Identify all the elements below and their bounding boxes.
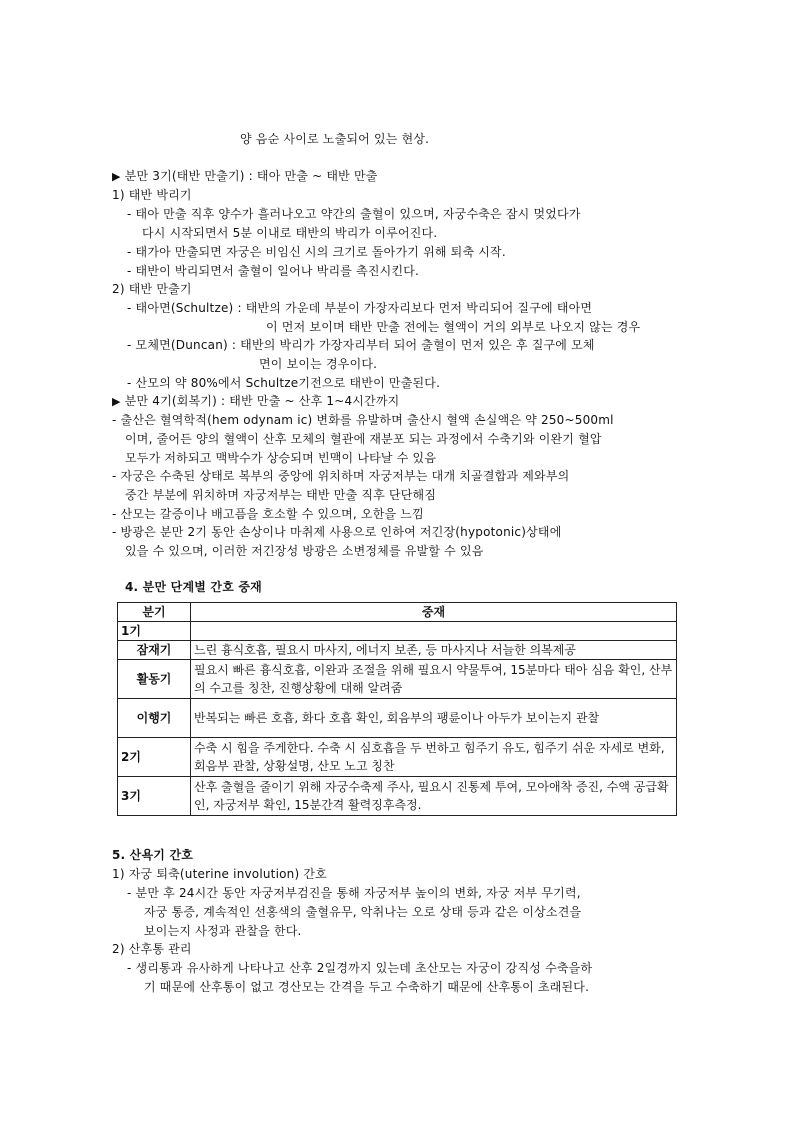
list-item: - 태반이 박리되면서 출혈이 일어나 박리를 촉진시킨다. [127, 264, 420, 278]
table-row [118, 622, 677, 641]
table-row [118, 699, 677, 738]
stage3-sub2: 2) 태반 만출기 [112, 282, 192, 296]
section5-sub1: 1) 자궁 퇴축(uterine involution) 간호 [112, 867, 327, 881]
list-item: - 출산은 혈역학적(hem odynam ic) 변화를 유발하며 출산시 혈액 손실액은 약 250~500ml [112, 413, 614, 427]
table-cell-intervention: 산후 출혈을 줄이기 위해 자궁수축제 주사, 필요시 진통제 투여, 모아애착 증진, 수액 공급확인, 자궁저부 확인, 15분간격 활력징후측정. [191, 777, 677, 816]
table-row [118, 738, 677, 777]
table-cell-intervention: 반복되는 빠른 호흡, 화다 호흡 확인, 회음부의 팽륜이나 아두가 보이는지 관찰 [191, 699, 677, 738]
stage4-heading [112, 392, 399, 411]
list-item: - 자궁은 수축된 상태로 복부의 중앙에 위치하며 자궁저부는 대개 치골결합과 제와부의 [112, 469, 570, 483]
table-cell-stage: 3기 [118, 777, 191, 816]
list-item: - 분만 후 24시간 동안 자궁저부검진을 통해 자궁저부 높이의 변화, 자궁 저부 무기력, [127, 886, 581, 900]
list-item: - 생리통과 유사하게 나타나고 산후 2일경까지 있는데 초산모는 자궁이 강직성 수축을하 [127, 961, 593, 975]
triangle-bullet-icon: ▶ [112, 395, 121, 408]
list-item: - 태가아 만출되면 자궁은 비임신 시의 크기로 돌아가기 위해 퇴축 시작. [127, 245, 506, 259]
table-cell-intervention: 느린 흉식호흡, 필요시 마사지, 에너지 보존, 등 마사지나 서늘한 의복제공 [191, 641, 677, 660]
section5-sub2: 2) 산후통 관리 [112, 942, 192, 956]
stage3-sub1: 1) 태반 박리기 [112, 188, 192, 202]
table-row [118, 777, 677, 816]
triangle-bullet-icon: ▶ [112, 170, 121, 183]
top-line: 양 음순 사이로 노출되어 있는 현상. [240, 132, 430, 146]
table-cell-intervention: 수축 시 힘을 주게한다. 수축 시 심호흡을 두 번하고 힘주기 유도, 힘주기 쉬운 자세로 변화, 회음부 관찰, 상황설명, 산모 노고 칭찬 [191, 738, 677, 777]
stage4-heading-text: 분만 4기(회복기) : 태반 만출 ~ 산후 1~4시간까지 [124, 394, 400, 408]
table-cell-intervention: 필요시 빠른 흉식호흡, 이완과 조절을 위해 필요시 약물투여, 15분마다 태아 심음 확인, 산부의 수고를 칭찬, 진행상황에 대해 알려줌 [191, 660, 677, 699]
table-header-row [118, 603, 677, 622]
list-item: 보이는지 사정과 관찰을 한다. [144, 924, 302, 938]
section4-title: 4. 분만 단계별 간호 중재 [125, 580, 262, 594]
list-item: 자궁 통증, 계속적인 선홍색의 출혈유무, 악취나는 오로 상태 등과 같은 이상소견을 [144, 905, 582, 919]
table-cell-stage: 1기 [118, 622, 191, 641]
table-cell-stage: 2기 [118, 738, 191, 777]
nursing-intervention-table [117, 602, 677, 816]
table-header-cell: 중재 [191, 603, 677, 622]
section5-title: 5. 산욕기 간호 [112, 848, 194, 862]
table-row [118, 641, 677, 660]
list-item: 중간 부분에 위치하며 자궁저부는 태반 만출 직후 단단해짐 [125, 488, 437, 502]
table-header-cell: 분기 [118, 603, 191, 622]
list-item: - 태아 만출 직후 양수가 흘러나오고 약간의 출혈이 있으며, 자궁수축은 잠시 멎었다가 [127, 207, 581, 221]
list-item: 이 먼저 보이며 태반 만출 전에는 혈액이 거의 외부로 나오지 않는 경우 [266, 320, 641, 334]
list-item: 모두가 저하되고 맥박수가 상승되며 빈맥이 나타날 수 있음 [125, 451, 437, 465]
list-item: - 태아면(Schultze) : 태반의 가운데 부분이 가장자리보다 먼저 박리되어 질구에 태아면 [127, 301, 593, 315]
list-item: 기 때문에 산후통이 없고 경산모는 간격을 두고 수축하기 때문에 산후통이 초래된다. [144, 980, 590, 994]
table-row [118, 660, 677, 699]
list-item: - 산모는 갈증이나 배고픔을 호소할 수 있으며, 오한을 느낌 [112, 507, 424, 521]
list-item: 있을 수 있으며, 이러한 저긴장성 방광은 소변정체를 유발할 수 있음 [125, 544, 484, 558]
table-cell-stage: 잠재기 [118, 641, 191, 660]
table-cell-stage: 이행기 [118, 699, 191, 738]
list-item: - 산모의 약 80%에서 Schultze기전으로 태반이 만출된다. [127, 376, 441, 390]
table-cell-intervention [191, 622, 677, 641]
list-item: - 방광은 분만 2기 동안 손상이나 마취제 사용으로 인하여 저긴장(hypotonic)상태에 [112, 525, 562, 539]
list-item: 면이 보이는 경우이다. [259, 357, 378, 371]
list-item: 다시 시작되면서 5분 이내로 태반의 박리가 이루어진다. [142, 226, 438, 240]
stage3-heading-text: 분만 3기(태반 만출기) : 태아 만출 ~ 태반 만출 [124, 169, 378, 183]
list-item: 이며, 줄어든 양의 혈액이 산후 모체의 혈관에 재분포 되는 과정에서 수축기와 이완기 혈압 [125, 432, 602, 446]
table-cell-stage: 활동기 [118, 660, 191, 699]
stage3-heading [112, 167, 378, 186]
list-item: - 모체면(Duncan) : 태반의 박리가 가장자리부터 되어 출혈이 먼저 있은 후 질구에 모체 [127, 338, 595, 352]
